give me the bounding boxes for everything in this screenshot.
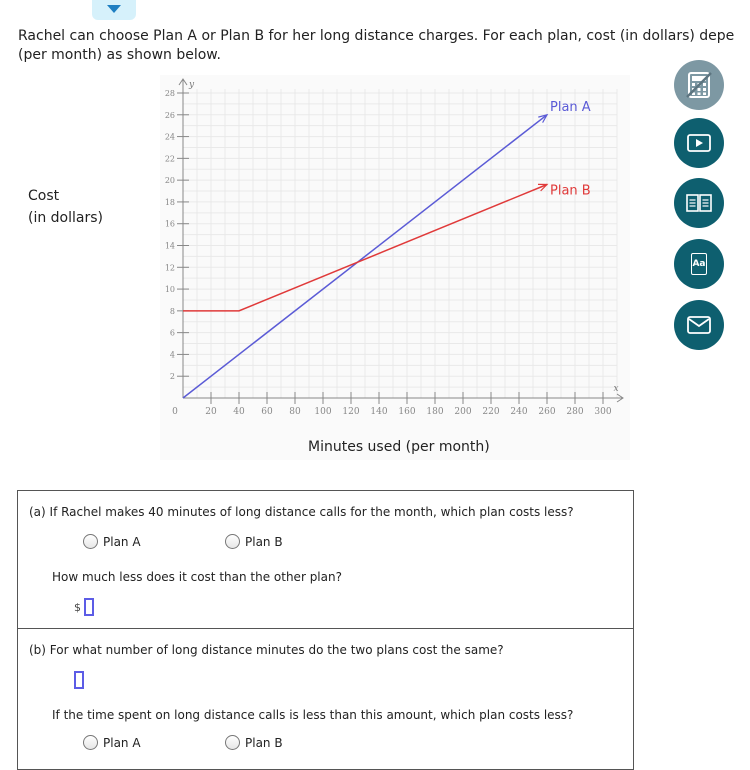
ebook-button[interactable]: [674, 178, 724, 228]
part-a-question: (a) If Rachel makes 40 minutes of long distance calls for the month, which plan costs less?: [29, 505, 574, 519]
y-axis-title-line2: (in dollars): [28, 210, 103, 226]
option-label: Plan B: [245, 735, 283, 750]
y-tick-label: 28: [164, 89, 175, 98]
origin-label: 0: [172, 407, 178, 417]
series-label-plan-b: Plan B: [550, 183, 591, 199]
y-tick-label: 14: [164, 241, 175, 251]
part-b-option-plan-a[interactable]: [83, 735, 141, 750]
x-axis-title: Minutes used (per month): [308, 439, 490, 455]
x-tick-label: 240: [510, 407, 528, 417]
ebook-icon: [685, 192, 713, 214]
x-tick-label: 180: [426, 407, 444, 417]
x-tick-label: 40: [233, 407, 245, 417]
part-b-question: (b) For what number of long distance minutes do the two plans cost the same?: [29, 643, 504, 657]
x-tick-label: 20: [205, 407, 217, 417]
x-tick-label: 60: [261, 407, 273, 417]
cost-graph: [160, 75, 630, 460]
radio-circle-icon[interactable]: [83, 735, 98, 750]
y-axis-variable: y: [189, 80, 195, 90]
part-b-minutes-input[interactable]: [74, 671, 84, 689]
option-label: Plan A: [103, 735, 141, 750]
currency-symbol: $: [74, 601, 81, 614]
intro-line-2: (per month) as shown below.: [18, 47, 221, 63]
part-b-box: [17, 628, 634, 770]
y-tick-label: 6: [169, 328, 175, 338]
x-tick-label: 300: [594, 407, 612, 417]
y-tick-label: 8: [169, 306, 175, 316]
x-tick-label: 220: [482, 407, 500, 417]
y-tick-label: 2: [169, 372, 175, 382]
x-tick-label: 80: [289, 407, 301, 417]
grid: [183, 89, 617, 398]
radio-circle-icon[interactable]: [83, 534, 98, 549]
y-tick-label: 20: [164, 176, 175, 186]
series-lines: [183, 100, 591, 398]
email-button[interactable]: [674, 300, 724, 350]
y-tick-label: 16: [164, 219, 175, 229]
part-b-followup: If the time spent on long distance calls is less than this amount, which plan costs less?: [52, 708, 574, 722]
x-tick-label: 200: [454, 407, 472, 417]
y-tick-label: 10: [164, 285, 175, 295]
y-tick-label: 22: [164, 154, 175, 164]
x-tick-label: 260: [538, 407, 556, 417]
part-a-option-plan-a[interactable]: [83, 534, 141, 549]
part-a-option-plan-b[interactable]: [225, 534, 283, 549]
intro-line-1: Rachel can choose Plan A or Plan B for her long distance charges. For each plan, cost (in dollars) depe: [18, 28, 735, 44]
option-label: Plan A: [103, 534, 141, 549]
glossary-button[interactable]: [674, 239, 724, 289]
y-axis-title: [28, 185, 103, 229]
option-label: Plan B: [245, 534, 283, 549]
collapse-toggle[interactable]: [92, 0, 136, 20]
cost-chart-svg: [160, 75, 630, 460]
x-tick-label: 280: [566, 407, 584, 417]
email-icon: [686, 315, 712, 335]
part-b-option-plan-b[interactable]: [225, 735, 283, 750]
glossary-icon: Aa: [691, 253, 707, 275]
problem-intro: [18, 27, 750, 65]
radio-circle-icon[interactable]: [225, 534, 240, 549]
part-a-amount-input[interactable]: [84, 598, 94, 616]
calculator-button[interactable]: [674, 60, 724, 110]
chevron-down-icon: [107, 5, 121, 13]
x-tick-label: 140: [370, 407, 388, 417]
x-tick-label: 120: [342, 407, 360, 417]
y-axis-title-line1: Cost: [28, 188, 60, 204]
y-tick-label: 24: [164, 132, 175, 142]
y-tick-label: 18: [164, 197, 175, 207]
video-button[interactable]: [674, 118, 724, 168]
axes: [177, 79, 623, 404]
calculator-icon: [684, 70, 714, 100]
x-axis-variable: x: [613, 384, 619, 394]
part-a-box: [17, 490, 634, 630]
video-icon: [686, 133, 712, 153]
y-tick-label: 12: [164, 263, 175, 273]
series-label-plan-a: Plan A: [550, 99, 591, 115]
part-a-followup: How much less does it cost than the other plan?: [52, 570, 342, 584]
x-tick-label: 100: [314, 407, 332, 417]
y-tick-label: 26: [164, 110, 175, 120]
radio-circle-icon[interactable]: [225, 735, 240, 750]
y-tick-label: 4: [169, 350, 175, 360]
x-tick-label: 160: [398, 407, 416, 417]
